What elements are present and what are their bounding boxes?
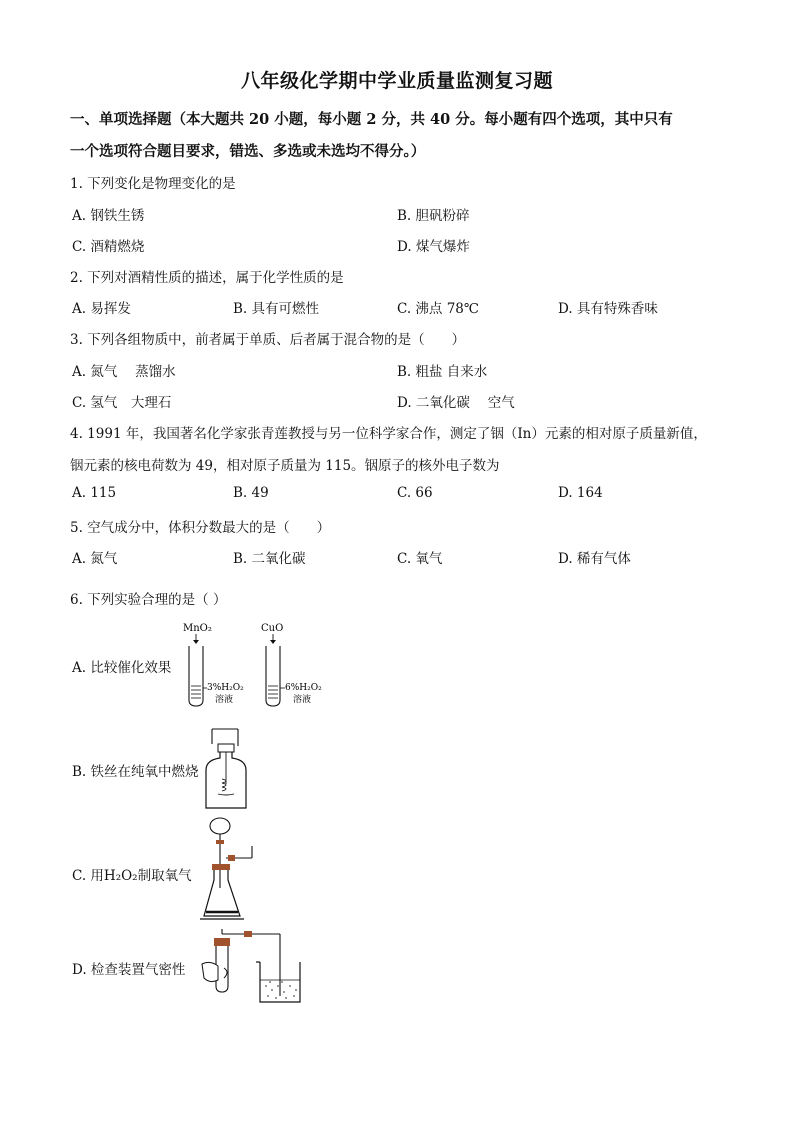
oxygen-generation-diagram [198,816,262,926]
question-4-option-b[interactable]: B. 49 [233,485,269,501]
section-header-line1: 一、单项选择题（本大题共 20 小题，每小题 2 分，共 40 分。每小题有四个选项，其中只有 [70,111,673,128]
question-2-option-a[interactable]: A. 易挥发 [72,301,131,317]
question-6-option-a[interactable]: A. 比较催化效果 [72,660,172,676]
question-5-option-b[interactable]: B. 二氧化碳 [233,551,306,567]
question-6-stem: 6. 下列实验合理的是（ ） [70,592,227,608]
question-5-option-c[interactable]: C. 氧气 [397,551,443,567]
solution-2-label: 6%H₂O₂ [285,683,322,693]
iron-wire-combustion-diagram [198,724,254,814]
question-5-option-d[interactable]: D. 稀有气体 [558,551,631,567]
question-3-option-a[interactable]: A. 氮气 蒸馏水 [72,364,176,380]
question-3-option-c[interactable]: C. 氢气 大理石 [72,395,172,411]
solution-1-label: 3%H₂O₂ [207,683,244,693]
question-3-option-d[interactable]: D. 二氧化碳 空气 [397,395,515,411]
question-4-stem: 4. 1991 年，我国著名化学家张青莲教授与另一位科学家合作，测定了铟（In）元素的相对原子质量新值， [70,426,707,442]
question-3-stem: 3. 下列各组物质中，前者属于单质、后者属于混合物的是（ ） [70,332,466,348]
mno2-label: MnO₂ [183,623,212,634]
question-4-option-d[interactable]: D. 164 [558,485,603,501]
question-1-option-b[interactable]: B. 胆矾粉碎 [397,208,470,224]
catalyst-comparison-diagram [175,618,345,710]
question-4-option-c[interactable]: C. 66 [397,485,433,501]
question-1-stem: 1. 下列变化是物理变化的是 [70,176,236,192]
question-5-stem: 5. 空气成分中，体积分数最大的是（ ） [70,520,331,536]
section-header-line2: 一个选项符合题目要求，错选、多选或未选均不得分。） [70,143,426,160]
question-6-option-c[interactable]: C. 用H₂O₂制取氧气 [72,868,192,884]
page-title: 八年级化学期中学业质量监测复习题 [240,70,553,92]
question-6-option-b[interactable]: B. 铁丝在纯氧中燃烧 [72,764,199,780]
question-3-option-b[interactable]: B. 粗盐 自来水 [397,364,488,380]
cuo-label: CuO [261,623,284,634]
question-1-option-a[interactable]: A. 钢铁生锈 [72,208,145,224]
question-2-option-d[interactable]: D. 具有特殊香味 [558,301,658,317]
question-1-option-d[interactable]: D. 煤气爆炸 [397,239,470,255]
solution-1-label-2: 溶液 [215,695,234,705]
question-2-option-b[interactable]: B. 具有可燃性 [233,301,320,317]
airtightness-check-diagram [196,920,310,1010]
question-5-option-a[interactable]: A. 氮气 [72,551,118,567]
question-4-option-a[interactable]: A. 115 [72,485,117,501]
question-6-option-d[interactable]: D. 检查装置气密性 [72,962,186,978]
question-2-stem: 2. 下列对酒精性质的描述，属于化学性质的是 [70,270,344,286]
question-4-stem-continued: 铟元素的核电荷数为 49，相对原子质量为 115。铟原子的核外电子数为 [70,458,500,474]
question-2-option-c[interactable]: C. 沸点 78℃ [397,301,480,317]
solution-2-label-2: 溶液 [293,695,312,705]
question-1-option-c[interactable]: C. 酒精燃烧 [72,239,145,255]
